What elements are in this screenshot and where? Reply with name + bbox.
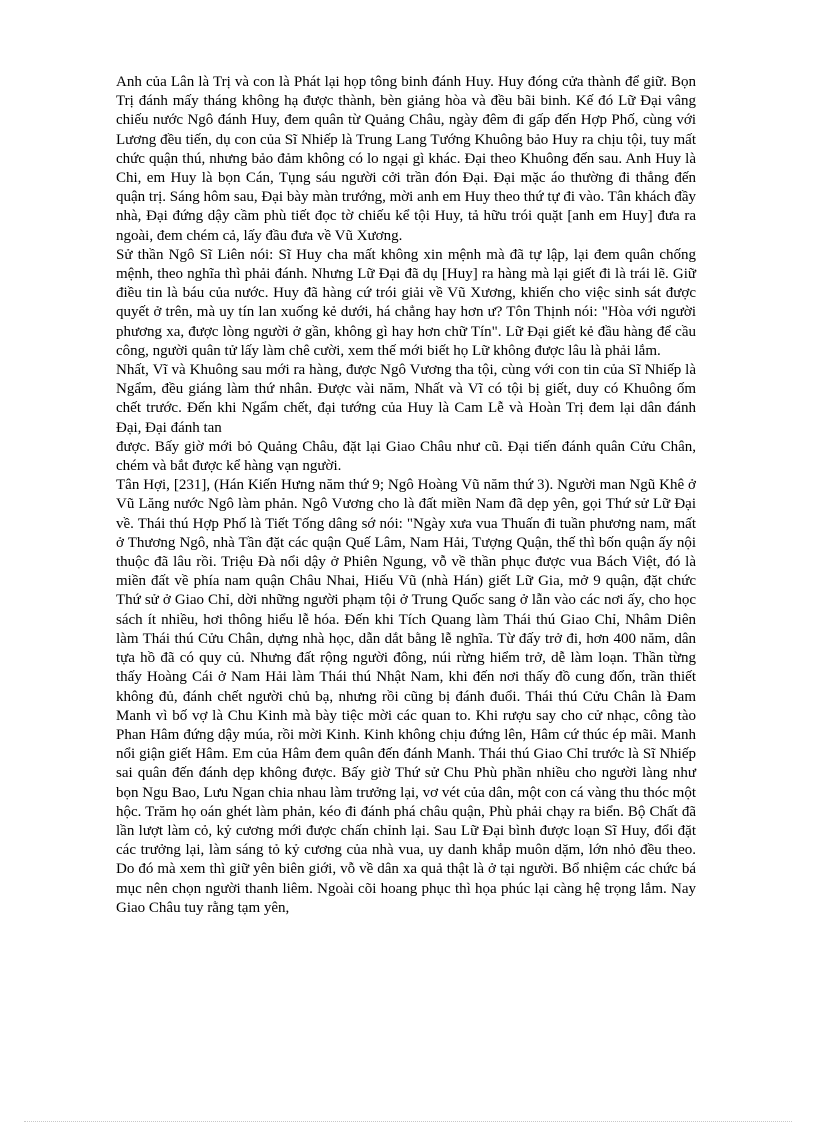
paragraph-3: Nhất, Vĩ và Khuông sau mới ra hàng, được Ngô Vương tha tội, cùng với con tin của Sĩ Nhiếp là Ngẩm, đều giáng làm thứ nhân. Được vài năm, Nhất và Vĩ có tội bị giết, duy có Khuông ốm chết trước. Đến khi Ngẩm chết, đại tướng của Huy là Cam Lễ và Hoàn Trị đem lại dân đánh Đại, Đại đánh tan xyxy=(116,362,696,436)
paragraph-5: Tân Hợi, [231], (Hán Kiến Hưng năm thứ 9; Ngô Hoàng Vũ năm thứ 3). Người man Ngũ Khê ở Vũ Lăng nước Ngô làm phản. Ngô Vương cho là đất miền Nam đã dẹp yên, gọi Thứ sử Lữ Đại về. Thái thú Hợp Phố là Tiết Tống dâng sớ nói: "Ngày xưa vua Thuấn đi tuần phương nam, mất ở Thương Ngô, nhà Tần đặt các quận Quế Lâm, Nam Hải, Tượng Quận, thế thì bốn quận ấy nội thuộc đã lâu rồi. Triệu Đà nổi dậy ở Phiên Ngung, vỗ về thần phục được vua Bách Việt, đó là miền đất về phía nam quận Châu Nhai, Hiếu Vũ (nhà Hán) giết Lữ Gia, mở 9 quận, đặt chức Thứ sử ở Giao Chỉ, dời những người phạm tội ở Trung Quốc sang ở lẫn vào các nơi ấy, cho học sách ít nhiều, hơi thông hiểu lễ hóa. Đến khi Tích Quang làm Thái thú Giao Chỉ, Nhâm Diên làm Thái thú Cửu Chân, dựng nhà học, dẫn dắt bằng lễ nghĩa. Từ đấy trở đi, hơn 400 năm, dân tựa hồ đã có quy củ. Nhưng đất rộng người đông, núi rừng hiểm trở, dễ làm loạn. Thần từng thấy Hoàng Cái ở Nam Hải làm Thái thú Nhật Nam, khi đến nơi thấy đồ cung đốn, trần thiết không đủ, đánh chết người chủ bạ, nhưng rồi cũng bị đánh đuổi. Thái thú Cửu Chân là Đam Manh vì bố vợ là Chu Kinh mà bày tiệc mời các quan to. Khi rượu say cho cử nhạc, công tào Phan Hâm đứng dậy múa, rồi mời Kinh. Kinh không chịu đứng lên, Hâm cứ thúc ép mãi. Manh nổi giận giết Hâm. Em của Hâm đem quân đến đánh Manh. Thái thú Giao Chỉ trước là Sĩ Nhiếp sai quân đến đánh dẹp không được. Bấy giờ Thứ sử Chu Phù phần nhiều cho người làng như bọn Ngu Bao, Lưu Ngan chia nhau làm trưởng lại, vơ vét của dân, một con cá vàng thu thóc một hộc. Trăm họ oán ghét làm phản, kéo đi đánh phá châu quận, Phù phải chạy ra biển. Bộ Chất đã lần lượt làm cỏ, kỷ cương mới được chấn chỉnh lại. Sau Lữ Đại bình được loạn Sĩ Huy, đổi đặt các trưởng lại, làm sáng tỏ kỷ cương của nhà vua, uy danh khắp muôn dặm, lớn nhỏ đều theo. Do đó mà xem thì giữ yên biên giới, vỗ về dân xa quả thật là ở tại người. Bổ nhiệm các chức bá mục nên chọn người thanh liêm. Ngoài cõi hoang phục thì họa phúc lại càng hệ trọng lắm. Nay Giao Châu tuy rằng tạm yên, xyxy=(116,477,696,916)
page-bottom-divider xyxy=(24,1121,792,1122)
paragraph-1: Anh của Lân là Trị và con là Phát lại họp tông binh đánh Huy. Huy đóng cửa thành để giữ. Bọn Trị đánh mấy tháng không hạ được thành, bèn giảng hòa và đều bãi binh. Kế đó Lữ Đại vâng chiếu nước Ngô đánh Huy, đem quân từ Quảng Châu, ngày đêm đi gấp đến Hợp Phố, cùng với Lương đều tiến, dụ con của Sĩ Nhiếp là Trung Lang Tướng Khuông bảo Huy ra chịu tội, tuy mất chức quận thú, nhưng bảo đảm không có lo ngại gì khác. Đại theo Khuông đến sau. Anh Huy là Chi, em Huy là bọn Cán, Tụng sáu người cởi trần đón Đại. Đại mặc áo thường đi thẳng đến quận trị. Sáng hôm sau, Đại bày màn trướng, mời anh em Huy theo thứ tự đi vào. Tân khách đầy nhà, Đại đứng dậy cầm phù tiết đọc tờ chiếu kể tội Huy, tả hữu trói quặt [anh em Huy] đưa ra ngoài, đem chém cả, lấy đầu đưa về Vũ Xương. xyxy=(116,74,696,244)
paragraph-4: được. Bấy giờ mới bỏ Quảng Châu, đặt lại Giao Châu như cũ. Đại tiến đánh quân Cửu Chân, chém và bắt được kể hàng vạn người. xyxy=(116,438,696,475)
paragraph-2: Sử thần Ngô Sĩ Liên nói: Sĩ Huy cha mất không xin mệnh mà đã tự lập, lại đem quân chống mệnh, theo nghĩa thì phải đánh. Nhưng Lữ Đại đã dụ [Huy] ra hàng mà lại giết đi là trái lẽ. Giữ điều tin là báu của nước. Huy đã hàng cứ trói giải về Vũ Xương, khiến cho việc sinh sát được quyết ở trên, mà uy tín lan xuống kẻ dưới, há chẳng hay hơn ư? Tôn Thịnh nói: "Hòa với người phương xa, được lòng người ở gần, không gì hay hơn chữ Tín". Lữ Đại giết kẻ đầu hàng để cầu công, người quân tử lấy làm chê cười, xem thế mới biết họ Lữ không được lâu là phải lắm. xyxy=(116,246,696,359)
document-body xyxy=(116,73,696,918)
